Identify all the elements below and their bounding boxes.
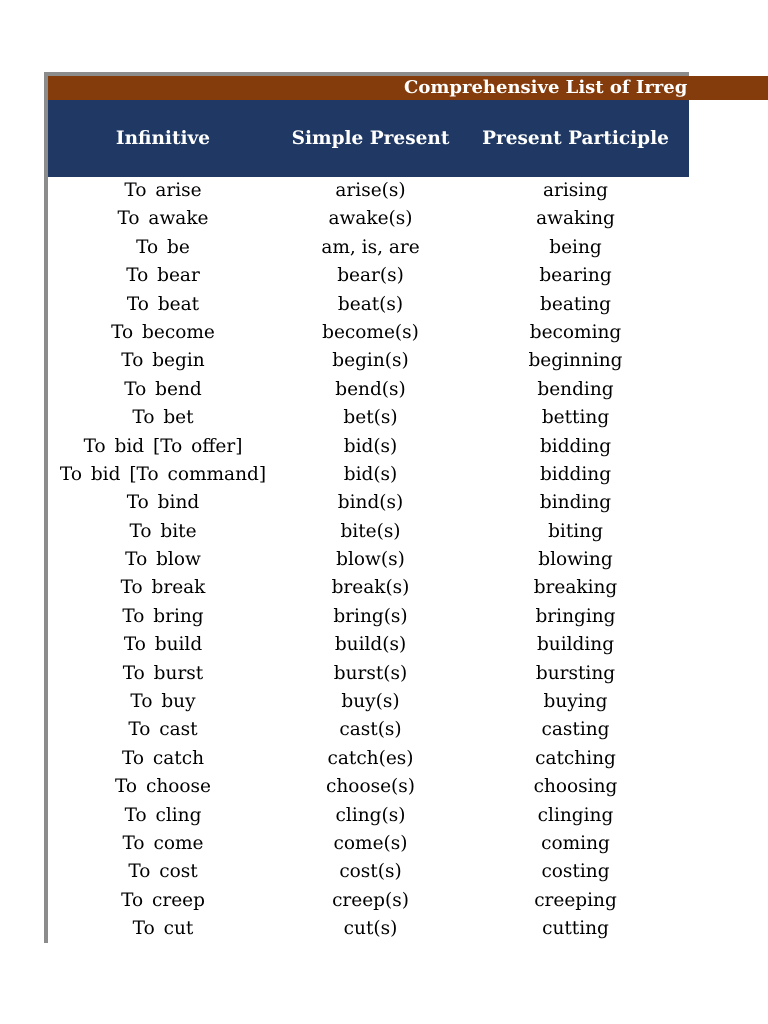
table-row [48,433,689,461]
cell-present-participle: betting [541,407,610,429]
cell-infinitive: To bid [To command] [59,463,267,485]
table-row [48,887,689,915]
cell-simple-present: bend(s) [335,378,406,400]
cell-present-participle: arising [543,180,608,201]
cell-infinitive: To become [111,321,215,343]
cell-infinitive: To arise [124,180,202,201]
cell-present-participle: blowing [538,549,613,571]
table-row [48,858,689,886]
cell-infinitive: To bring [122,605,204,627]
cell-infinitive: To come [122,832,204,854]
table-row [48,518,689,546]
cell-present-participle: beginning [528,350,623,372]
table-row [48,234,689,262]
cell-present-participle: creeping [534,889,617,911]
cell-present-participle: bearing [539,265,612,287]
cell-simple-present: cut(s) [343,918,398,940]
cell-infinitive: To cling [124,804,202,826]
table-row [48,177,689,205]
cell-present-participle: building [536,634,615,656]
cell-simple-present: build(s) [334,634,407,656]
cell-infinitive: To begin [121,350,205,372]
table-row [48,319,689,347]
table-row [48,660,689,688]
cell-present-participle: bidding [539,435,612,457]
cell-simple-present: choose(s) [326,776,415,798]
table-header [48,100,689,177]
cell-present-participle: becoming [529,321,622,343]
table-row [48,830,689,858]
document-title: Comprehensive List of Irreg [404,77,688,98]
cell-present-participle: bidding [539,463,612,485]
cell-infinitive: To catch [121,747,205,769]
cell-simple-present: bite(s) [340,520,401,542]
table-row [48,291,689,319]
table-row [48,546,689,574]
cell-present-participle: choosing [533,776,618,798]
cell-simple-present: blow(s) [336,549,405,571]
table-row [48,603,689,631]
cell-simple-present: arise(s) [335,180,406,201]
cell-infinitive: To awake [117,208,209,230]
cell-present-participle: bursting [535,662,616,684]
cell-simple-present: bet(s) [343,407,398,429]
cell-present-participle: biting [548,520,603,542]
cell-present-participle: being [549,236,602,258]
cell-infinitive: To creep [121,889,205,911]
cell-simple-present: creep(s) [332,889,409,911]
cell-infinitive: To burst [122,662,204,684]
cell-infinitive: To break [120,577,206,599]
cell-simple-present: bear(s) [337,265,404,287]
cell-infinitive: To bind [126,492,200,514]
cell-present-participle: breaking [533,577,618,599]
cell-infinitive: To choose [115,776,211,798]
cell-simple-present: come(s) [333,832,408,854]
cell-simple-present: catch(es) [327,747,414,769]
cell-present-participle: cutting [542,918,609,940]
cell-infinitive: To bear [126,265,200,287]
cell-simple-present: bring(s) [333,605,408,627]
cell-simple-present: become(s) [322,321,419,343]
cell-present-participle: binding [539,492,612,514]
table-row [48,716,689,744]
cell-present-participle: beating [540,293,611,315]
table-row [48,347,689,375]
cell-simple-present: bid(s) [343,435,398,457]
table-row [48,205,689,233]
header-present-participle: Present Participle [482,128,669,149]
cell-present-participle: costing [541,861,610,883]
cell-present-participle: catching [535,747,616,769]
cell-infinitive: To bet [132,407,194,429]
cell-infinitive: To bid [To offer] [83,435,243,457]
table-row [48,745,689,773]
cell-infinitive: To build [123,634,203,656]
cell-infinitive: To be [136,236,190,258]
cell-simple-present: buy(s) [341,691,400,713]
cell-present-participle: buying [543,691,608,713]
table-row [48,262,689,290]
cell-infinitive: To blow [125,549,201,571]
cell-infinitive: To buy [130,691,196,713]
table-row [48,802,689,830]
table-row [48,574,689,602]
table-row [48,404,689,432]
table-row [48,489,689,517]
cell-infinitive: To bite [129,520,197,542]
cell-infinitive: To cost [128,861,198,883]
table-row [48,915,689,943]
cell-simple-present: beat(s) [337,293,404,315]
cell-simple-present: cost(s) [339,861,402,883]
cell-present-participle: coming [541,832,610,854]
cell-simple-present: bind(s) [337,492,404,514]
table-row [48,631,689,659]
cell-present-participle: awaking [536,208,615,230]
cell-infinitive: To cut [132,918,194,940]
cell-infinitive: To cast [128,719,198,741]
cell-simple-present: cling(s) [335,804,406,826]
cell-present-participle: bringing [535,605,616,627]
cell-infinitive: To bend [124,378,202,400]
cell-simple-present: cast(s) [339,719,402,741]
table-row [48,773,689,801]
cell-simple-present: awake(s) [328,208,413,230]
header-simple-present: Simple Present [291,128,450,149]
header-infinitive: Infinitive [115,128,211,149]
title-clip [48,76,689,100]
table-row [48,376,689,404]
table-row [48,688,689,716]
cell-simple-present: am, is, are [321,236,420,258]
table-body [48,177,689,944]
table-row [48,461,689,489]
cell-present-participle: clinging [537,804,614,826]
cell-infinitive: To beat [126,293,200,315]
cell-simple-present: break(s) [331,577,410,599]
cell-simple-present: burst(s) [333,662,408,684]
cell-present-participle: casting [541,719,610,741]
cell-simple-present: begin(s) [332,350,409,372]
cell-simple-present: bid(s) [343,463,398,485]
cell-present-participle: bending [537,378,614,400]
